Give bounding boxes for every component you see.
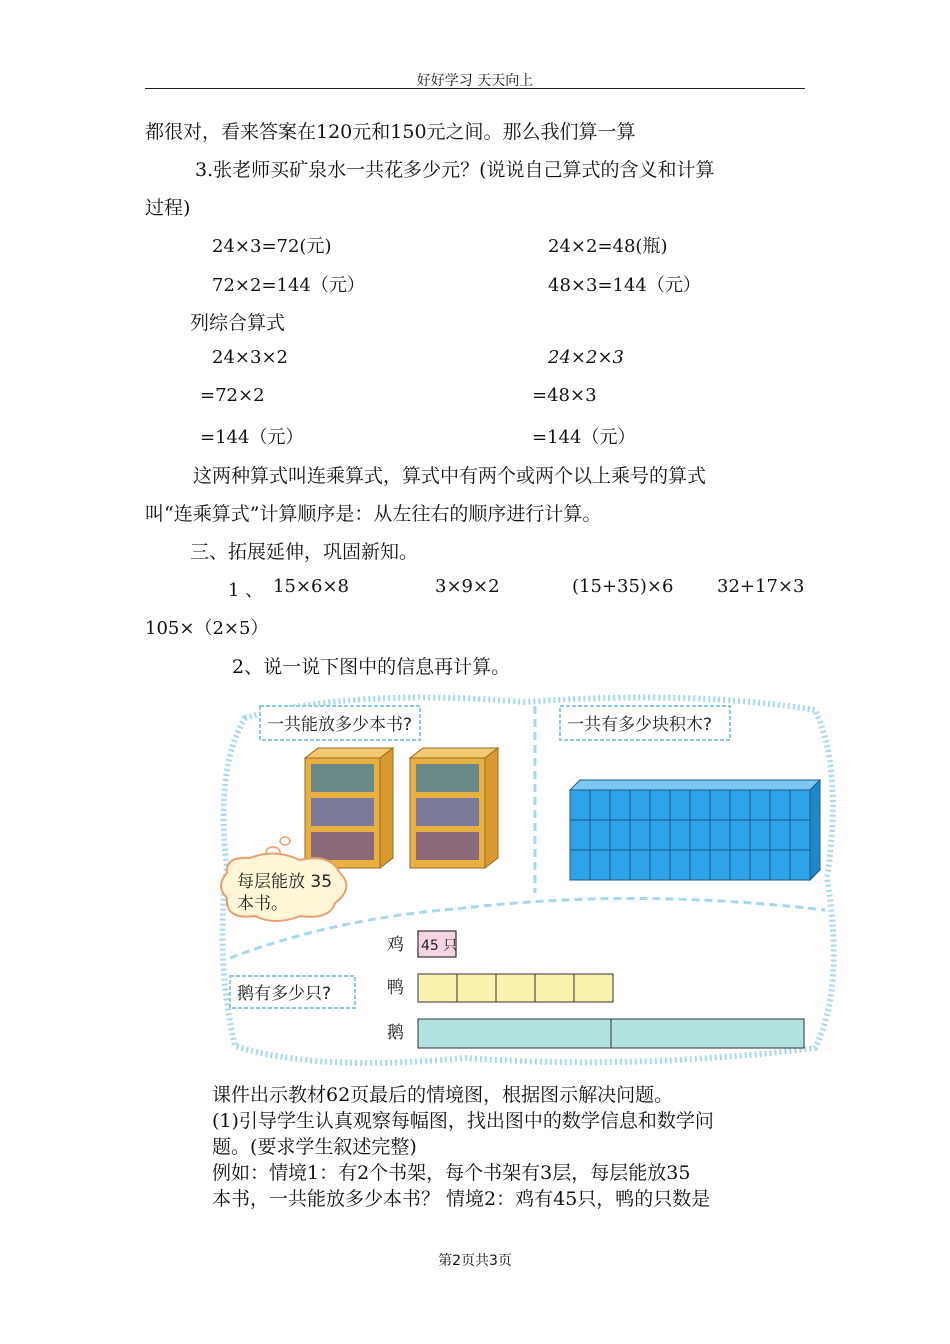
text-line: 题。(要求学生叙述完整) xyxy=(212,1136,417,1158)
exercise: 15×6×8 xyxy=(273,576,349,597)
bubble-text: 每层能放 35 xyxy=(237,872,333,892)
goose-bar-segment xyxy=(611,1019,804,1048)
text-line: 例如：情境1：有2个书架，每个书架有3层，每层能放35 xyxy=(212,1162,691,1184)
goose-bar-segment xyxy=(418,1019,611,1048)
label-duck: 鸭 xyxy=(387,978,404,998)
text-line: 课件出示教材62页最后的情境图，根据图示解决问题。 xyxy=(212,1084,674,1106)
bookshelf-icon xyxy=(410,748,498,868)
duck-bar xyxy=(418,974,613,1002)
label-goose: 鹅 xyxy=(387,1023,404,1043)
equation: =48×3 xyxy=(532,385,597,406)
page-footer: 第2页共3页 xyxy=(438,1253,512,1269)
duck-bar-segment xyxy=(535,974,574,1002)
header-rule xyxy=(145,88,805,89)
equation: 24×2=48(瓶) xyxy=(548,236,668,257)
text-line: (1)引导学生认真观察每幅图，找出图中的数学信息和数学问 xyxy=(212,1110,714,1132)
exercise: 32+17×3 xyxy=(717,576,805,597)
text-line: 都很对，看来答案在120元和150元之间。那么我们算一算 xyxy=(145,121,636,143)
definition-cont: 叫“连乘算式”计算顺序是：从左往右的顺序进行计算。 xyxy=(145,503,602,525)
equation: 24×3×2 xyxy=(212,347,288,368)
text-line: 本书，一共能放多少本书？ 情境2：鸡有45只，鸭的只数是 xyxy=(212,1188,711,1210)
duck-bar-segment xyxy=(496,974,535,1002)
blocks-cuboid xyxy=(570,780,820,880)
page-header: 好好学习 天天向上 xyxy=(416,73,534,89)
equation: =72×2 xyxy=(200,385,265,406)
equation: 24×2×3 xyxy=(548,347,624,368)
exercise: 3×9×2 xyxy=(435,576,500,597)
equation: =144（元） xyxy=(532,427,636,448)
equation: 48×3=144（元） xyxy=(548,275,701,296)
definition: 这两种算式叫连乘算式，算式中有两个或两个以上乘号的算式 xyxy=(193,465,707,487)
exercise: 105×（2×5） xyxy=(145,618,269,639)
exercise: (15+35)×6 xyxy=(572,576,674,597)
label-chicken: 鸡 xyxy=(387,935,404,955)
section-heading: 三、拓展延伸，巩固新知。 xyxy=(190,541,419,563)
question-goose: 鹅有多少只? xyxy=(237,984,332,1004)
bubble-text: 本书。 xyxy=(237,894,288,914)
exercise-number: 1 、 xyxy=(228,580,264,601)
duck-bar-segment xyxy=(457,974,496,1002)
question-blocks: 一共有多少块积木? xyxy=(567,715,713,735)
chicken-value: 45 只 xyxy=(421,938,458,954)
duck-bar-segment xyxy=(574,974,613,1002)
textbook-figure xyxy=(215,688,845,1073)
bookshelf-icon xyxy=(305,748,393,868)
equation: 72×2=144（元） xyxy=(212,275,365,296)
question-3: 3.张老师买矿泉水一共花多少元？(说说自己算式的含义和计算 xyxy=(195,159,715,181)
goose-bar xyxy=(418,1019,804,1048)
question-3-cont: 过程) xyxy=(145,197,191,219)
exercise-2: 2、说一说下图中的信息再计算。 xyxy=(232,656,511,678)
combined-label: 列综合算式 xyxy=(190,312,286,334)
equation: =144（元） xyxy=(200,427,304,448)
duck-bar-segment xyxy=(418,974,457,1002)
equation: 24×3=72(元) xyxy=(212,236,332,257)
question-books: 一共能放多少本书? xyxy=(267,715,413,735)
